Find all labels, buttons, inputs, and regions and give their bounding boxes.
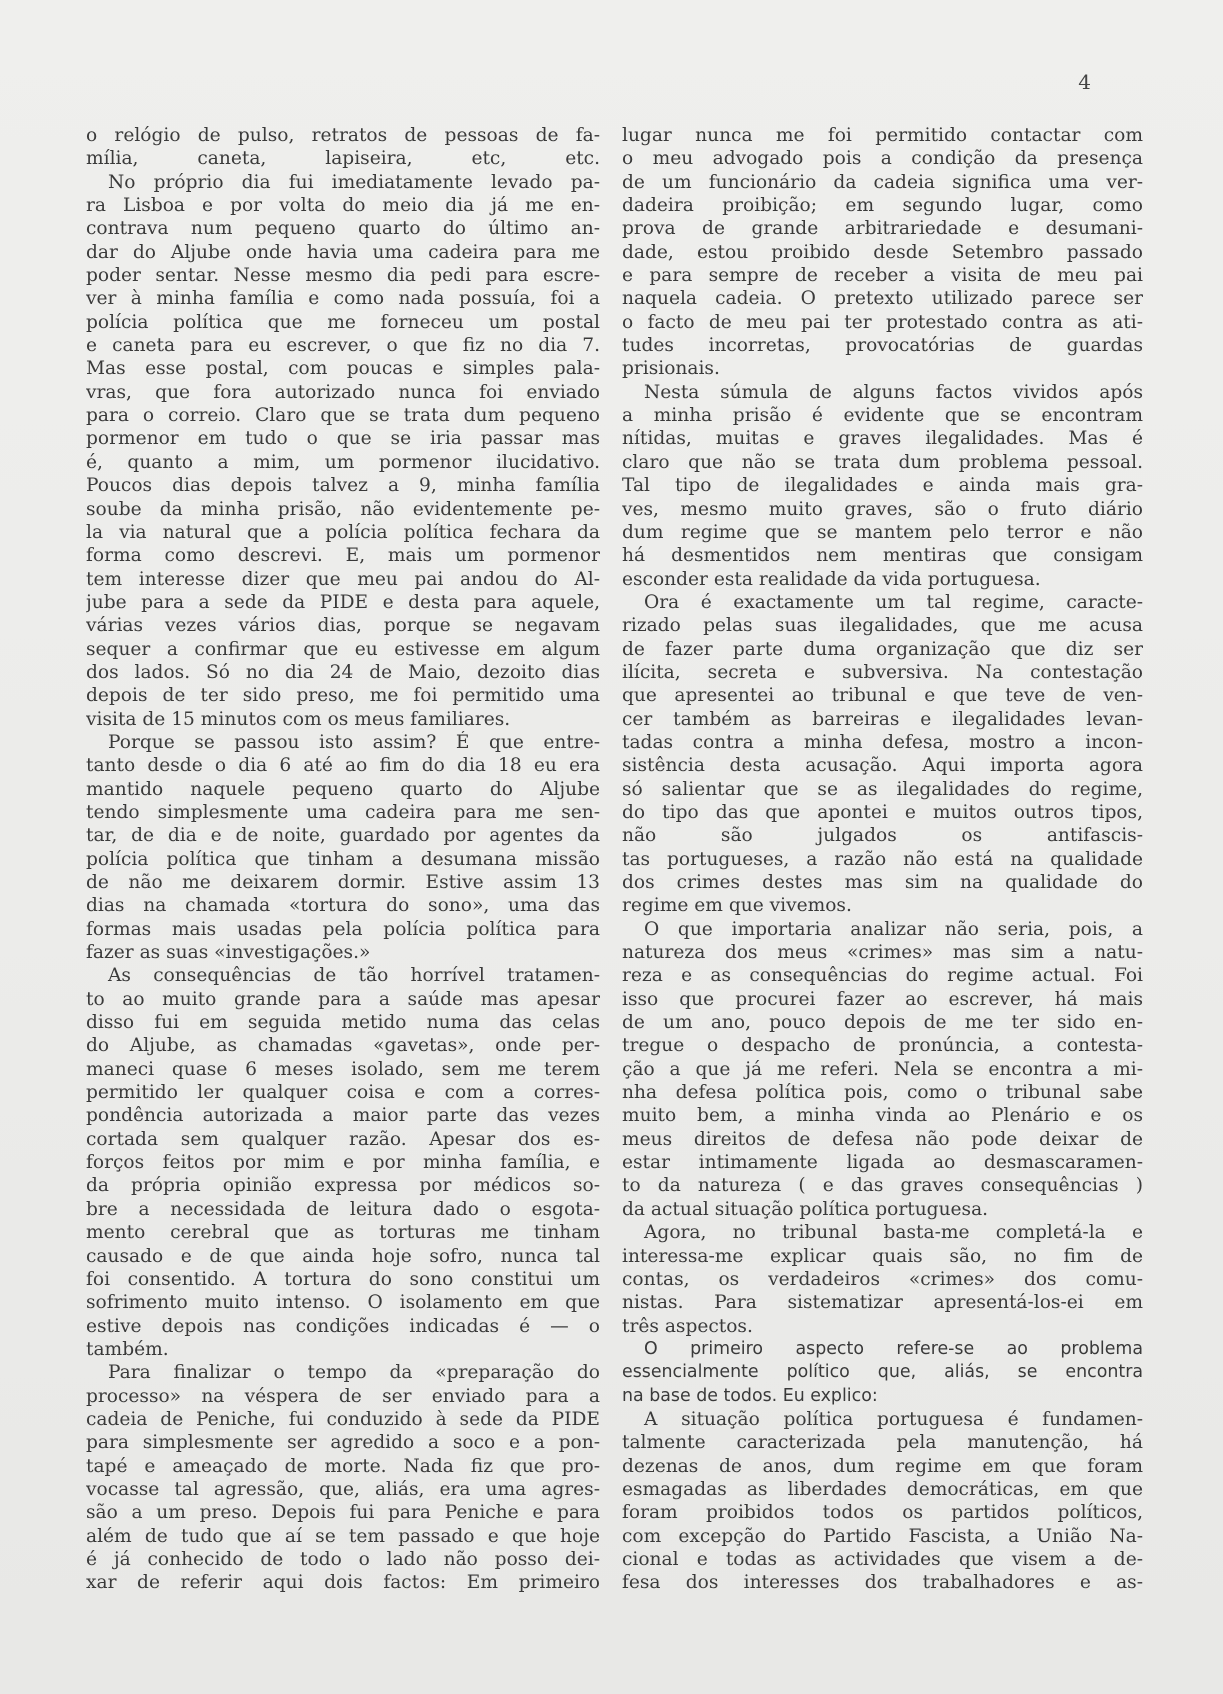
left-column-line: da própria opinião expressa por médicos so- (86, 1175, 600, 1197)
left-column-line: tar, de dia e de noite, guardado por agentes da (86, 825, 600, 847)
right-column-line: O primeiro aspecto refere-se ao problema (644, 1338, 1143, 1359)
right-column-line: tudes incorretas, provocatórias de guardas (622, 335, 1143, 357)
left-column-line: Mas esse postal, com poucas e simples pala- (86, 358, 600, 380)
left-column-line: do Aljube, as chamadas «gavetas», onde per- (86, 1035, 600, 1057)
left-column-line: cadeia de Peniche, fui conduzido à sede da PIDE (86, 1408, 600, 1430)
left-column-line: tanto desde o dia 6 até ao fim do dia 18 eu era (86, 755, 600, 777)
left-column-line: formas mais usadas pela polícia política para (86, 918, 600, 940)
right-column-line: do tipo das que apontei e muitos outros tipos, (622, 801, 1143, 823)
right-column-line: isso que procurei fazer ao escrever, há mais (622, 988, 1143, 1010)
left-column-line: mília, caneta, lapiseira, etc, etc. (86, 148, 600, 170)
right-column-line: que apresentei ao tribunal e que teve de ven- (622, 685, 1143, 707)
right-column-line: tregue o despacho de pronúncia, a contesta- (622, 1035, 1143, 1057)
right-column-line: de um ano, pouco depois de me ter sido en- (622, 1012, 1143, 1034)
right-column-line: esmagadas as liberdades democráticas, em que (622, 1478, 1143, 1500)
right-column-line: não são julgados os antifascis- (622, 825, 1143, 847)
right-column-line: O que importaria analizar não seria, pois, a (644, 918, 1143, 940)
right-column-line: rizado pelas suas ilegalidades, que me acusa (622, 615, 1143, 637)
left-column-line: o relógio de pulso, retratos de pessoas de fa- (86, 125, 600, 146)
left-column-line: mento cerebral que as torturas me tinham (86, 1222, 600, 1244)
left-column-line: mantido naquele pequeno quarto do Aljube (86, 778, 600, 800)
left-column-line: cortada sem qualquer razão. Apesar dos es- (86, 1128, 600, 1150)
left-column-line: contrava num pequeno quarto do último an- (86, 218, 600, 240)
left-column-line: tem interesse dizer que meu pai andou do Al- (86, 568, 600, 590)
right-column-line: da actual situação política portuguesa. (622, 1198, 989, 1220)
left-column-line: poder sentar. Nesse mesmo dia pedi para escre- (86, 265, 600, 287)
left-column-line: polícia política que tinham a desumana missão (86, 848, 600, 870)
page-number: 4 (1078, 70, 1091, 94)
left-column-line: Poucos dias depois talvez a 9, minha família (86, 475, 600, 497)
left-column-line: foi consentido. A tortura do sono constitui um (86, 1268, 600, 1290)
left-column-line: Para finalizar o tempo da «preparação do (108, 1362, 600, 1384)
right-column-line: foram proibidos todos os partidos políticos, (622, 1502, 1143, 1524)
right-column-line: Tal tipo de ilegalidades e ainda mais gra- (622, 475, 1143, 497)
right-column-line: com excepção do Partido Fascista, a União Na- (622, 1525, 1143, 1547)
right-column-line: natureza dos meus «crimes» mas sim a natu- (622, 942, 1143, 964)
left-column-line: pormenor em tudo o que se iria passar mas (86, 428, 600, 450)
left-column-line: la via natural que a polícia política fechara da (86, 521, 600, 543)
right-column-line: A situação política portuguesa é fundamen- (644, 1408, 1143, 1430)
left-column-line: tapé e ameaçado de morte. Nada fiz que pro- (86, 1455, 600, 1477)
left-column-line: Porque se passou isto assim? É que entre- (108, 731, 600, 753)
right-column-line: dos crimes destes mas sim na qualidade do (622, 872, 1143, 893)
left-column-line: de não me deixarem dormir. Estive assim 13 (86, 872, 600, 893)
right-column-line: Agora, no tribunal basta-me completá-la e (644, 1222, 1143, 1244)
left-column-line: visita de 15 minutos com os meus familiares. (86, 708, 511, 730)
left-column-line: bre a necessidada de leitura dado o esgota- (86, 1198, 600, 1220)
left-column-line: causado e de que ainda hoje sofro, nunca tal (86, 1245, 600, 1267)
right-text-column (622, 124, 1143, 1595)
right-column-line: ilícita, secreta e subversiva. Na contestação (622, 661, 1143, 683)
right-column-line: prisionais. (622, 358, 720, 380)
left-column-line: várias vezes vários dias, porque se negavam (86, 615, 600, 637)
left-column-line: estive depois nas condições indicadas é — o (86, 1315, 600, 1337)
left-column-line: No próprio dia fui imediatamente levado pa- (108, 171, 600, 193)
right-column-line: três aspectos. (622, 1315, 753, 1337)
right-column-line: Nesta súmula de alguns factos vividos após (644, 381, 1143, 403)
right-column-line: dade, estou proibido desde Setembro passado (622, 241, 1143, 263)
right-column-line: interessa-me explicar quais são, no fim de (622, 1245, 1143, 1267)
left-column-line: pondência autorizada a maior parte das vezes (86, 1105, 600, 1127)
left-column-line: As consequências de tão horrível tratamen- (108, 965, 600, 987)
left-column-line: vras, que fora autorizado nunca foi enviado (86, 381, 600, 403)
right-column-line: regime em que vivemos. (622, 895, 852, 917)
left-column-line: permitido ler qualquer coisa e com a corres- (86, 1082, 600, 1104)
left-column-line: são a um preso. Depois fui para Peniche e para (86, 1502, 600, 1524)
left-column-line: xar de referir aqui dois factos: Em primeiro (86, 1572, 600, 1594)
left-column-line: soube da minha prisão, não evidentemente pe- (86, 498, 600, 520)
right-column-line: e para sempre de receber a visita de meu pai (622, 265, 1143, 287)
left-column-line: ver à minha família e como nada possuía, foi a (86, 288, 600, 310)
right-column-line: a minha prisão é evidente que se encontram (622, 405, 1143, 427)
right-column-line: nha defesa política pois, como o tribunal sabe (622, 1082, 1143, 1104)
left-column-line: forma como descrevi. E, mais um pormenor (86, 545, 600, 567)
right-column-line: esconder esta realidade da vida portuguesa. (622, 568, 1041, 590)
right-column-line: lugar nunca me foi permitido contactar com (622, 125, 1143, 146)
left-text-column (86, 124, 600, 1595)
right-column-line: Ora é exactamente um tal regime, caracte- (644, 591, 1143, 613)
left-column-line: também. (86, 1338, 169, 1360)
right-column-line: cional e todas as actividades que visem a de- (622, 1548, 1143, 1570)
right-column-line: to da natureza ( e das graves consequências ) (622, 1175, 1143, 1197)
right-column-line: prova de grande arbitrariedade e desumani- (622, 218, 1143, 240)
left-column-line: é já conhecido de todo o lado não posso dei- (86, 1548, 600, 1570)
right-column-line: fesa dos interesses dos trabalhadores e as- (622, 1572, 1143, 1594)
left-column-line: polícia política que me forneceu um postal (86, 311, 600, 333)
left-column-line: sofrimento muito intenso. O isolamento em que (86, 1292, 600, 1314)
left-column-line: sequer a confirmar que eu estivesse em algum (86, 638, 600, 660)
right-column-line: talmente caracterizada pela manutenção, há (622, 1432, 1143, 1454)
right-column-line: tadas contra a minha defesa, mostro a incon- (622, 731, 1143, 753)
left-column-line: para simplesmente ser agredido a soco e a pon- (86, 1432, 600, 1454)
left-column-line: vocasse tal agressão, que, aliás, era uma agres- (86, 1478, 600, 1500)
right-column-line: há desmentidos nem mentiras que consigam (622, 545, 1143, 567)
left-column-line: além de tudo que aí se tem passado e que hoje (86, 1525, 600, 1547)
right-column-line: de fazer parte duma organização que diz ser (622, 638, 1143, 660)
right-column-line: estar intimamente ligada ao desmascaramen- (622, 1152, 1143, 1174)
left-column-line: to ao muito grande para a saúde mas apesar (86, 988, 600, 1010)
left-column-line: ra Lisboa e por volta do meio dia já me en- (86, 195, 600, 217)
right-column-line: o meu advogado pois a condição da presença (622, 148, 1143, 170)
right-column-line: muito bem, a minha vinda ao Plenário e os (622, 1105, 1143, 1127)
left-column-line: fazer as suas «investigações.» (86, 942, 371, 964)
left-column-line: tendo simplesmente uma cadeira para me sen- (86, 801, 600, 823)
right-column-line: cer também as barreiras e ilegalidades levan- (622, 708, 1143, 730)
left-column-line: depois de ter sido preso, me foi permitido uma (86, 685, 600, 707)
right-column-line: nistas. Para sistematizar apresentá-los-ei em (622, 1292, 1143, 1314)
right-column-line: meus direitos de defesa não pode deixar de (622, 1128, 1143, 1150)
right-column-line: nítidas, muitas e graves ilegalidades. Mas é (622, 428, 1143, 450)
left-column-line: e caneta para eu escrever, o que fiz no dia 7. (86, 335, 600, 357)
right-column-line: de um funcionário da cadeia significa uma ver- (622, 171, 1143, 193)
left-column-line: disso fui em seguida metido numa das celas (86, 1012, 600, 1034)
right-column-line: dezenas de anos, dum regime em que foram (622, 1455, 1143, 1477)
left-column-line: maneci quase 6 meses isolado, sem me terem (86, 1058, 600, 1080)
left-column-line: dias na chamada «tortura do sono», uma das (86, 895, 600, 917)
left-column-line: é, quanto a mim, um pormenor ilucidativo. (86, 451, 600, 473)
left-column-line: processo» na véspera de ser enviado para a (86, 1385, 600, 1407)
left-column-line: para o correio. Claro que se trata dum pequeno (86, 405, 600, 427)
right-column-line: ção a que já me referi. Nela se encontra a mi- (622, 1058, 1143, 1080)
left-column-line: forços feitos por mim e por minha família, e (86, 1152, 600, 1174)
right-column-line: claro que não se trata dum problema pessoal. (622, 451, 1143, 473)
right-column-line: reza e as consequências do regime actual. Foi (622, 965, 1143, 987)
right-column-line: contas, os verdadeiros «crimes» dos comu- (622, 1268, 1143, 1290)
right-column-line: sistência desta acusação. Aqui importa agora (622, 755, 1143, 777)
right-column-line: ves, mesmo muito graves, são o fruto diário (622, 498, 1143, 520)
right-column-line: dum regime que se mantem pelo terror e não (622, 521, 1143, 543)
right-column-line: o facto de meu pai ter protestado contra as ati- (622, 311, 1143, 333)
right-column-line: dadeira proibição; em segundo lugar, como (622, 195, 1143, 217)
right-column-line: essencialmente político que, aliás, se encontra (622, 1362, 1143, 1383)
left-column-line: dos lados. Só no dia 24 de Maio, dezoito dias (86, 661, 600, 683)
right-column-line: naquela cadeia. O pretexto utilizado parece ser (622, 288, 1143, 310)
left-column-line: dar do Aljube onde havia uma cadeira para me (86, 241, 600, 263)
right-column-line: só salientar que se as ilegalidades do regime, (622, 778, 1143, 800)
right-column-line: tas portugueses, a razão não está na qualidade (622, 848, 1143, 870)
right-column-line: na base de todos. Eu explico: (622, 1385, 878, 1406)
left-column-line: jube para a sede da PIDE e desta para aquele, (86, 591, 600, 613)
